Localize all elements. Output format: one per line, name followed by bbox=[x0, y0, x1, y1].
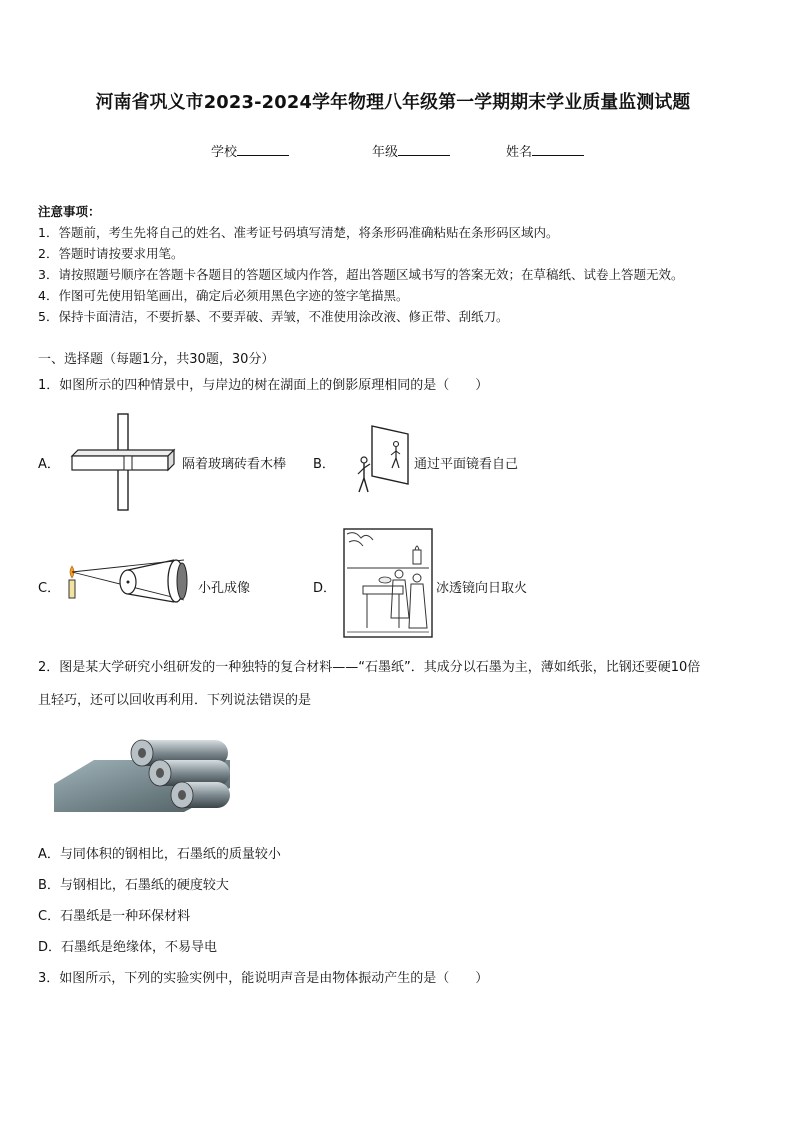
pinhole-camera-figure bbox=[64, 556, 194, 606]
option-a-caption: 隔着玻璃砖看木棒 bbox=[182, 457, 287, 472]
option-c-letter: C． bbox=[38, 581, 61, 596]
question-1-stem: 1．如图所示的四种情景中，与岸边的树在湖面上的倒影原理相同的是（ ） bbox=[38, 378, 489, 393]
note-item: 5．保持卡面清洁，不要折暴、不要弄破、弄皱，不准使用涂改液、修正带、刮纸刀。 bbox=[38, 309, 509, 324]
grade-blank bbox=[398, 143, 450, 156]
question-2-choice-d: D．石墨纸是绝缘体，不易导电 bbox=[38, 940, 218, 955]
option-a-letter: A． bbox=[38, 457, 60, 472]
school-label: 学校 bbox=[211, 145, 238, 160]
glass-brick-figure bbox=[70, 412, 180, 512]
page-title: 河南省巩义市2023-2024学年物理八年级第一学期期末学业质量监测试题 bbox=[95, 92, 691, 113]
question-2-choice-c: C．石墨纸是一种环保材料 bbox=[38, 909, 191, 924]
name-blank bbox=[532, 143, 584, 156]
question-3-stem: 3．如图所示，下列的实验实例中，能说明声音是由物体振动产生的是（ ） bbox=[38, 971, 489, 986]
school-blank bbox=[237, 143, 289, 156]
question-2-choice-a: A．与同体积的钢相比，石墨纸的质量较小 bbox=[38, 847, 281, 862]
note-item: 4．作图可先使用铅笔画出，确定后必须用黑色字迹的签字笔描黑。 bbox=[38, 288, 409, 303]
option-d-caption: 冰透镜向日取火 bbox=[436, 581, 528, 596]
note-item: 3．请按照题号顺序在答题卡各题目的答题区域内作答，超出答题区域书写的答案无效；在草稿纸、试卷上答题无效。 bbox=[38, 267, 684, 282]
note-item: 2．答题时请按要求用笔。 bbox=[38, 246, 184, 261]
option-d-letter: D． bbox=[313, 581, 337, 596]
plane-mirror-figure bbox=[352, 424, 412, 499]
ice-lens-figure bbox=[343, 528, 433, 638]
section-heading: 一、选择题（每题1分，共30题，30分） bbox=[38, 352, 275, 367]
name-field bbox=[506, 141, 584, 160]
note-item: 1．答题前，考生先将自己的姓名、准考证号码填写清楚，将条形码准确粘贴在条形码区域内。 bbox=[38, 225, 559, 240]
grade-field bbox=[372, 141, 450, 160]
option-c-caption: 小孔成像 bbox=[198, 581, 251, 596]
question-2-stem-line2: 且轻巧，还可以回收再利用．下列说法错误的是 bbox=[38, 693, 312, 708]
question-2-stem-line1: 2．图是某大学研究小组研发的一种独特的复合材料——“石墨纸”．其成分以石墨为主，薄如纸张，比钢还要硬10倍 bbox=[38, 660, 701, 675]
grade-label: 年级 bbox=[372, 145, 399, 160]
question-2-choice-b: B．与钢相比，石墨纸的硬度较大 bbox=[38, 878, 229, 893]
name-label: 姓名 bbox=[506, 145, 533, 160]
option-b-caption: 通过平面镜看自己 bbox=[414, 457, 519, 472]
school-field bbox=[211, 141, 289, 160]
graphite-paper-figure bbox=[54, 732, 232, 822]
option-b-letter: B． bbox=[313, 457, 335, 472]
notes-heading: 注意事项： bbox=[38, 204, 101, 219]
